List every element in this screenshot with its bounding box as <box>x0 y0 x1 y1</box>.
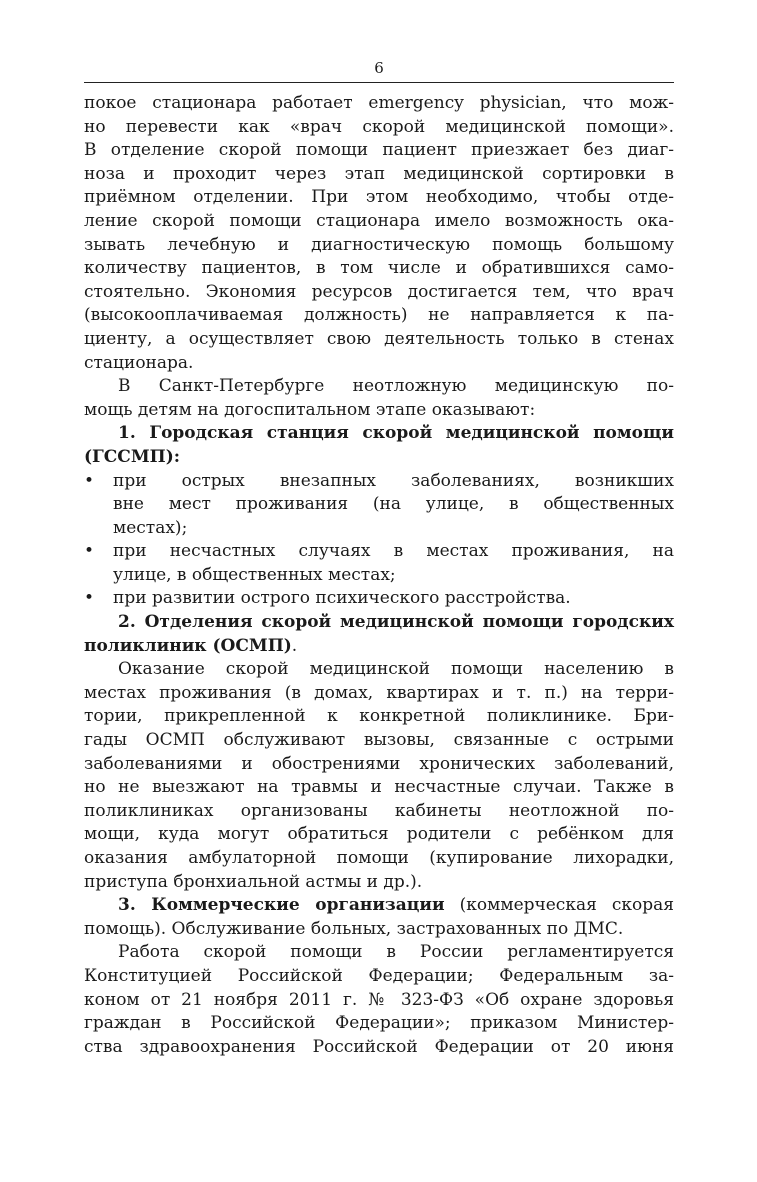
text-line: покое стационара работает emergency physician, что мож- <box>84 93 674 113</box>
page-number: 6 <box>374 59 384 77</box>
text-line: приступа бронхиальной астмы и др.). <box>84 871 423 892</box>
text-line: Оказание скорой медицинской помощи населению в <box>118 659 674 680</box>
book-page <box>84 58 674 1059</box>
text-line: мощи, куда могут обратиться родители с ребёнком для <box>84 824 674 845</box>
text-line: В отделение скорой помощи пациент приезжает без диаг- <box>84 140 674 161</box>
text-line: циенту, а осуществляет свою деятельность только в стенах <box>84 328 674 349</box>
text-line: зывать лечебную и диагностическую помощь большому <box>84 234 674 255</box>
section-3-text: (коммерческая скорая <box>444 895 674 916</box>
bullet-item <box>84 587 674 611</box>
text-line: поликлиниках организованы кабинеты неотложной по- <box>84 800 674 821</box>
text-line: Работа скорой помощи в России регламентируется <box>118 942 674 963</box>
text-line: • при развитии острого психического расстройства. <box>113 588 571 609</box>
text-line: помощь). Обслуживание больных, застрахованных по ДМС. <box>84 918 624 939</box>
text-line: Конституцией Российской Федерации; Федеральным за- <box>84 965 674 986</box>
bullet-item <box>84 470 674 541</box>
text-line: ства здравоохранения Российской Федерации от 20 июня <box>84 1036 674 1057</box>
section-1-bullet-list <box>84 470 674 612</box>
text-line: оказания амбулаторной помощи (купирование лихорадки, <box>84 848 674 868</box>
text-line: заболеваниями и обострениями хронических заболеваний, <box>84 753 674 774</box>
text-line: стоятельно. Экономия ресурсов достигается тем, что врач <box>84 281 674 302</box>
section-3 <box>84 894 674 941</box>
bullet-item <box>84 540 674 587</box>
text-line: • при острых внезапных заболеваниях, возникших <box>113 470 674 491</box>
paragraph-osmp <box>84 658 674 894</box>
header-rule <box>84 82 674 83</box>
text-line: (ГССМП): <box>84 446 181 467</box>
text-line: стационара. <box>84 352 194 373</box>
text-line: (высокооплачиваемая должность) не направляется к па- <box>84 305 674 326</box>
text-line: коном от 21 ноября 2011 г. № 323-ФЗ «Об охране здоровья <box>84 989 674 1010</box>
paragraph-saint-petersburg <box>84 375 674 422</box>
text-line: приёмном отделении. При этом необходимо, чтобы отде- <box>84 187 674 208</box>
text-line: улице, в общественных местах; <box>113 564 396 585</box>
text-line: мощь детям на догоспитальном этапе оказывают: <box>84 399 536 420</box>
paragraph-regulation <box>84 941 674 1059</box>
section-3-heading: 3. Коммерческие организации <box>118 895 445 916</box>
text-line: количеству пациентов, в том числе и обратившихся само- <box>84 258 674 279</box>
section-2-heading <box>84 611 674 658</box>
text-line: 2. Отделения скорой медицинской помощи городских <box>118 612 674 633</box>
text-line <box>84 635 674 659</box>
section-1-heading <box>84 422 674 469</box>
text-line: ноза и проходит через этап медицинской сортировки в <box>84 163 674 184</box>
text-line: 1. Городская станция скорой медицинской помощи <box>118 423 674 444</box>
text-line: тории, прикрепленной к конкретной поликлинике. Бри- <box>84 706 674 727</box>
paragraph-emergency-physician <box>84 92 674 375</box>
text-line: вне мест проживания (на улице, в общественных <box>113 494 674 515</box>
text-line: но не выезжают на травмы и несчастные случаи. Также в <box>84 777 674 798</box>
text-line: ление скорой помощи стационара имело возможность ока- <box>84 210 674 231</box>
text-line: • при несчастных случаях в местах проживания, на <box>113 541 674 562</box>
heading-period: . <box>291 635 298 656</box>
text-line: местах проживания (в домах, квартирах и т. п.) на терри- <box>84 682 674 703</box>
section-2-heading-end: поликлиник (ОСМП) <box>84 635 292 656</box>
text-line: В Санкт-Петербурге неотложную медицинскую по- <box>118 376 674 397</box>
text-line <box>84 894 674 918</box>
text-line: но перевести как «врач скорой медицинской помощи». <box>84 116 674 137</box>
text-line: гады ОСМП обслуживают вызовы, связанные с острыми <box>84 730 674 751</box>
text-line: местах); <box>113 517 188 538</box>
text-line: граждан в Российской Федерации»; приказом Министер- <box>84 1013 674 1034</box>
